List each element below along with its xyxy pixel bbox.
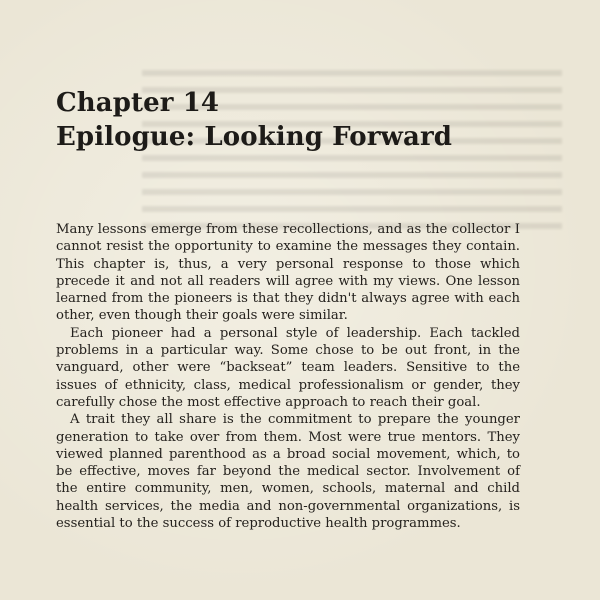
- chapter-body: [56, 221, 520, 532]
- paragraph-2: Each pioneer had a personal style of leadership. Each tackled problems in a particular way. Some chose to be out front, in the vanguard, other were “backseat” team leaders. Sensitive to the issues of ethnicity, class, medical professionalism or gender, they carefully chose the most effective approach to reach their goal.: [56, 325, 520, 410]
- chapter-title: Epilogue: Looking Forward: [56, 122, 453, 152]
- chapter-number: Chapter 14: [56, 88, 220, 118]
- paragraph-1: Many lessons emerge from these recollections, and as the collector I cannot resist the opportunity to examine the messages they contain. This chapter is, thus, a very personal response to those which precede it and not all readers will agree with my views. One lesson learned from the pioneers is that they didn't always agree with each other, even though their goals were similar.: [56, 222, 520, 324]
- paragraph-3: A trait they all share is the commitment to prepare the younger generation to take over from them. Most were true mentors. They viewed planned parenthood as a broad social movement, which, to be effective, moves far beyond the medical sector. Involvement of the entire community, men, women, schools, maternal and child health services, the media and non-governmental organizations, is essential to the success of reproductive health programmes.: [56, 412, 520, 532]
- chapter-heading: [56, 86, 452, 154]
